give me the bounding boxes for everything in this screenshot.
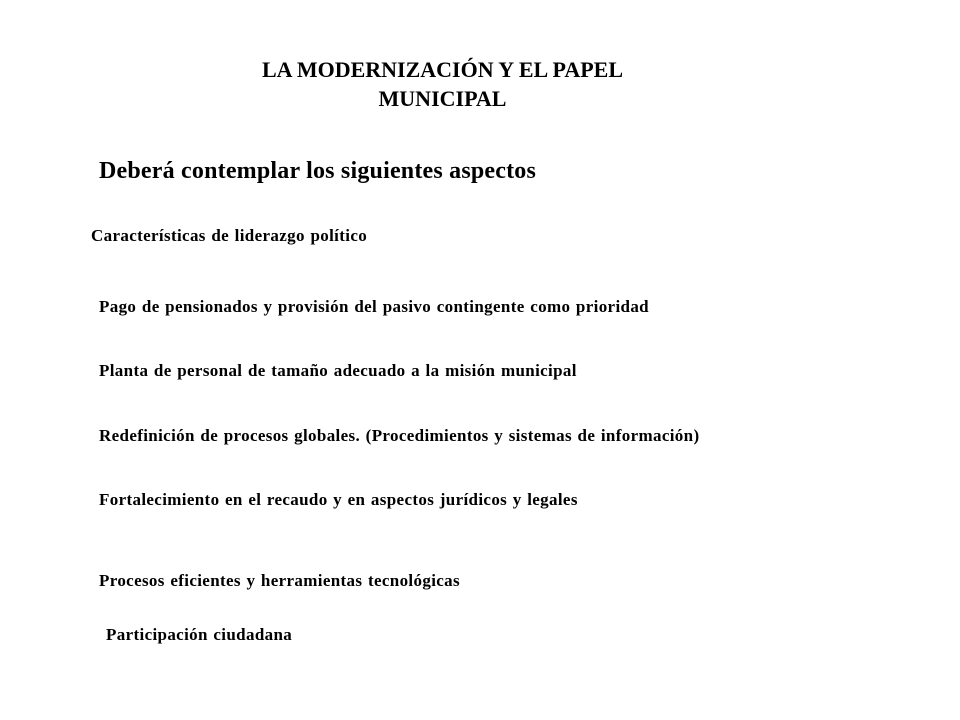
slide-title-line-1: LA MODERNIZACIÓN Y EL PAPEL <box>261 57 623 82</box>
aspect-item-pensionados: Pago de pensionados y provisión del pasivo contingente como prioridad <box>99 297 649 316</box>
aspect-item-procesos-globales: Redefinición de procesos globales. (Procedimientos y sistemas de información) <box>99 426 700 445</box>
slide-title <box>220 55 665 113</box>
aspect-item-participacion: Participación ciudadana <box>106 625 293 644</box>
slide-subtitle: Deberá contemplar los siguientes aspectos <box>99 158 537 184</box>
aspect-item-liderazgo: Características de liderazgo político <box>91 226 368 245</box>
slide-title-line-2: MUNICIPAL <box>378 86 507 111</box>
aspect-item-procesos-eficientes: Procesos eficientes y herramientas tecnológicas <box>99 571 460 590</box>
aspect-item-planta-personal: Planta de personal de tamaño adecuado a la misión municipal <box>99 361 577 380</box>
aspect-item-recaudo: Fortalecimiento en el recaudo y en aspectos jurídicos y legales <box>99 490 578 509</box>
